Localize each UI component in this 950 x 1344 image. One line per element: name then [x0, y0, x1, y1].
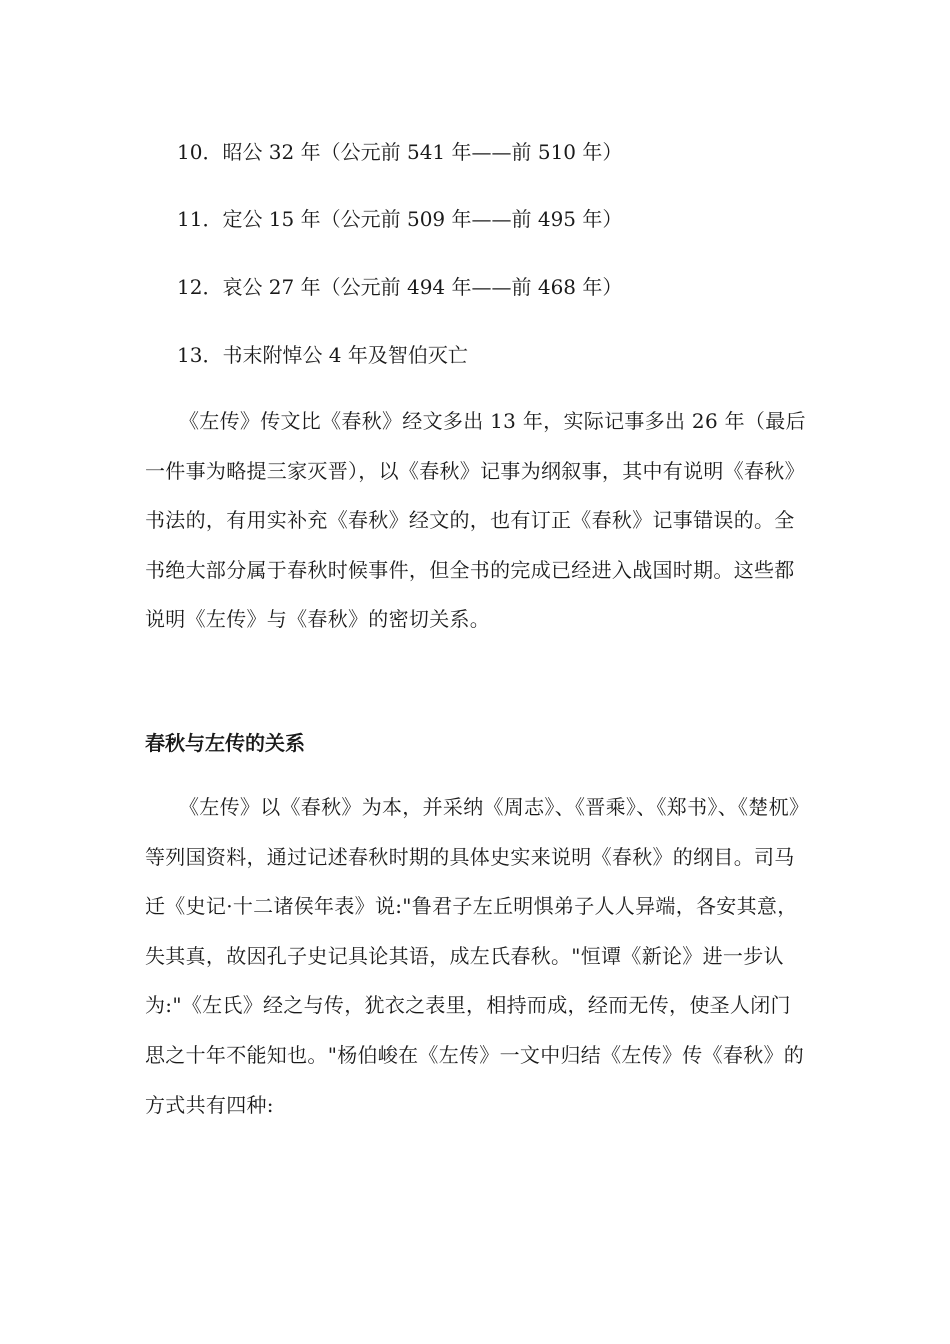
list-item: 12．哀公 27 年（公元前 494 年——前 468 年） — [177, 275, 623, 299]
list-item: 10．昭公 32 年（公元前 541 年——前 510 年） — [177, 140, 623, 164]
body-paragraph-1: 《左传》传文比《春秋》经文多出 13 年，实际记事多出 26 年（最后一件事为略提三家灭晋），以《春秋》记事为纲叙事，其中有说明《春秋》书法的，有用实补充《春秋》经文的，也有订正《春秋》记事错误的。全书绝大部分属于春秋时候事件，但全书的完成已经进入战国时期。这些都说明《左传》与《春秋》的密切关系。 — [145, 409, 806, 632]
section-heading: 春秋与左传的关系 — [145, 731, 305, 755]
list-item: 11．定公 15 年（公元前 509 年——前 495 年） — [177, 207, 623, 231]
list-item: 13．书末附悼公 4 年及智伯灭亡 — [177, 343, 468, 367]
body-paragraph-2: 《左传》以《春秋》为本，并采纳《周志》、《晋乘》、《郑书》、《楚杌》等列国资料，通过记述春秋时期的具体史实来说明《春秋》的纲目。司马迁《史记·十二诸侯年表》说:"鲁君子左丘明惧弟子人人异端，各安其意，失其真，故因孔子史记具论其语，成左氏春秋。"恒谭《新论》进一步认为:"《左氏》经之与传，犹衣之表里，相持而成，经而无传，使圣人闭门思之十年不能知也。"杨伯峻在《左传》一文中归结《左传》传《春秋》的方式共有四种: — [145, 795, 805, 1117]
